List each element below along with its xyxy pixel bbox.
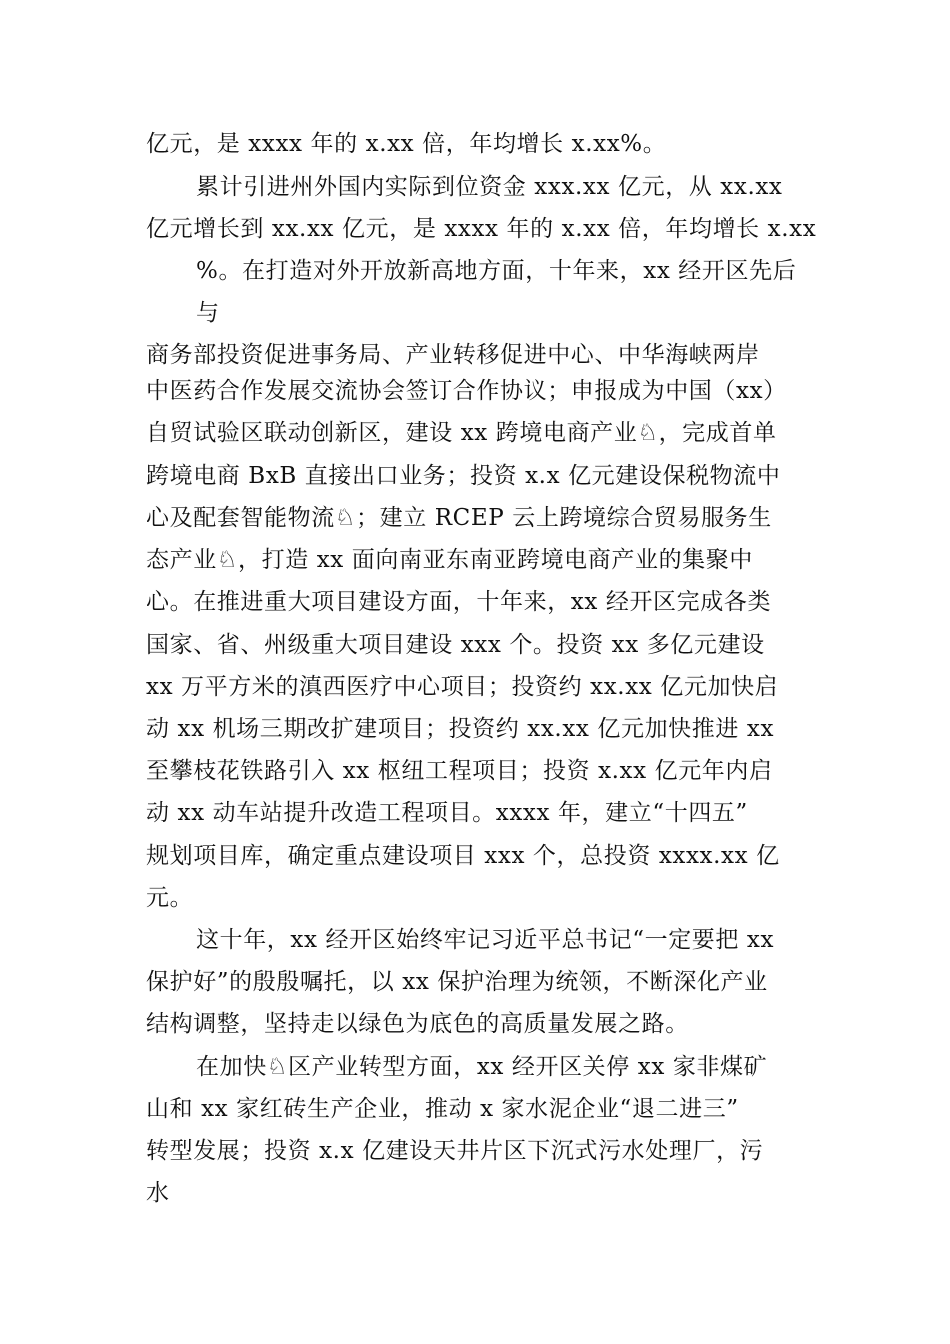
text-line: 转型发展；投资 x.x 亿建设天井片区下沉式污水处理厂，污 (146, 1138, 764, 1164)
text-line: xx 万平方米的滇西医疗中心项目；投资约 xx.xx 亿元加快启 (146, 674, 779, 700)
text-line: 规划项目库，确定重点建设项目 xxx 个，总投资 xxxx.xx 亿 (146, 843, 780, 869)
paragraph-first-line: 在加快♘区产业转型方面，xx 经开区关停 xx 家非煤矿 (196, 1054, 768, 1080)
text-line: 元。 (146, 885, 194, 911)
text-line: 国家、省、州级重大项目建设 xxx 个。投资 xx 多亿元建设 (146, 632, 765, 658)
paragraph-first-line: 这十年，xx 经开区始终牢记习近平总书记“一定要把 xx (196, 927, 775, 953)
text-line: 心。在推进重大项目建设方面，十年来，xx 经开区完成各类 (146, 589, 772, 615)
text-line: 结构调整，坚持走以绿色为底色的高质量发展之路。 (146, 1011, 689, 1037)
text-line: 动 xx 机场三期改扩建项目；投资约 xx.xx 亿元加快推进 xx (146, 716, 775, 742)
text-line: 与 (196, 300, 220, 326)
text-line: 中医药合作发展交流协会签订合作协议；申报成为中国（xx） (146, 378, 787, 404)
text-line: 自贸试验区联动创新区，建设 xx 跨境电商产业♘，完成首单 (146, 420, 777, 446)
text-line: 态产业♘，打造 xx 面向南亚东南亚跨境电商产业的集聚中 (146, 547, 753, 573)
text-line: 保护好”的殷殷嘱托，以 xx 保护治理为统领，不断深化产业 (146, 969, 768, 995)
text-line: 心及配套智能物流♘；建立 RCEP 云上跨境综合贸易服务生 (146, 505, 772, 531)
text-line: 亿元，是 xxxx 年的 x.xx 倍，年均增长 x.xx%。 (146, 131, 667, 157)
text-line: 亿元增长到 xx.xx 亿元，是 xxxx 年的 x.xx 倍，年均增长 x.xx (146, 216, 817, 242)
text-line: 山和 xx 家红砖生产企业，推动 x 家水泥企业“退二进三” (146, 1096, 739, 1122)
text-line: 水 (146, 1180, 170, 1206)
text-line: 至攀枝花铁路引入 xx 枢纽工程项目；投资 x.xx 亿元年内启 (146, 758, 773, 784)
text-line: 动 xx 动车站提升改造工程项目。xxxx 年，建立“十四五” (146, 800, 748, 826)
text-line: 跨境电商 BxB 直接出口业务；投资 x.x 亿元建设保税物流中 (146, 463, 781, 489)
paragraph-first-line: 累计引进州外国内实际到位资金 xxx.xx 亿元，从 xx.xx (196, 174, 783, 200)
text-line: 商务部投资促进事务局、产业转移促进中心、中华海峡两岸 (146, 342, 760, 368)
text-line: %。在打造对外开放新高地方面，十年来，xx 经开区先后 (196, 258, 797, 284)
